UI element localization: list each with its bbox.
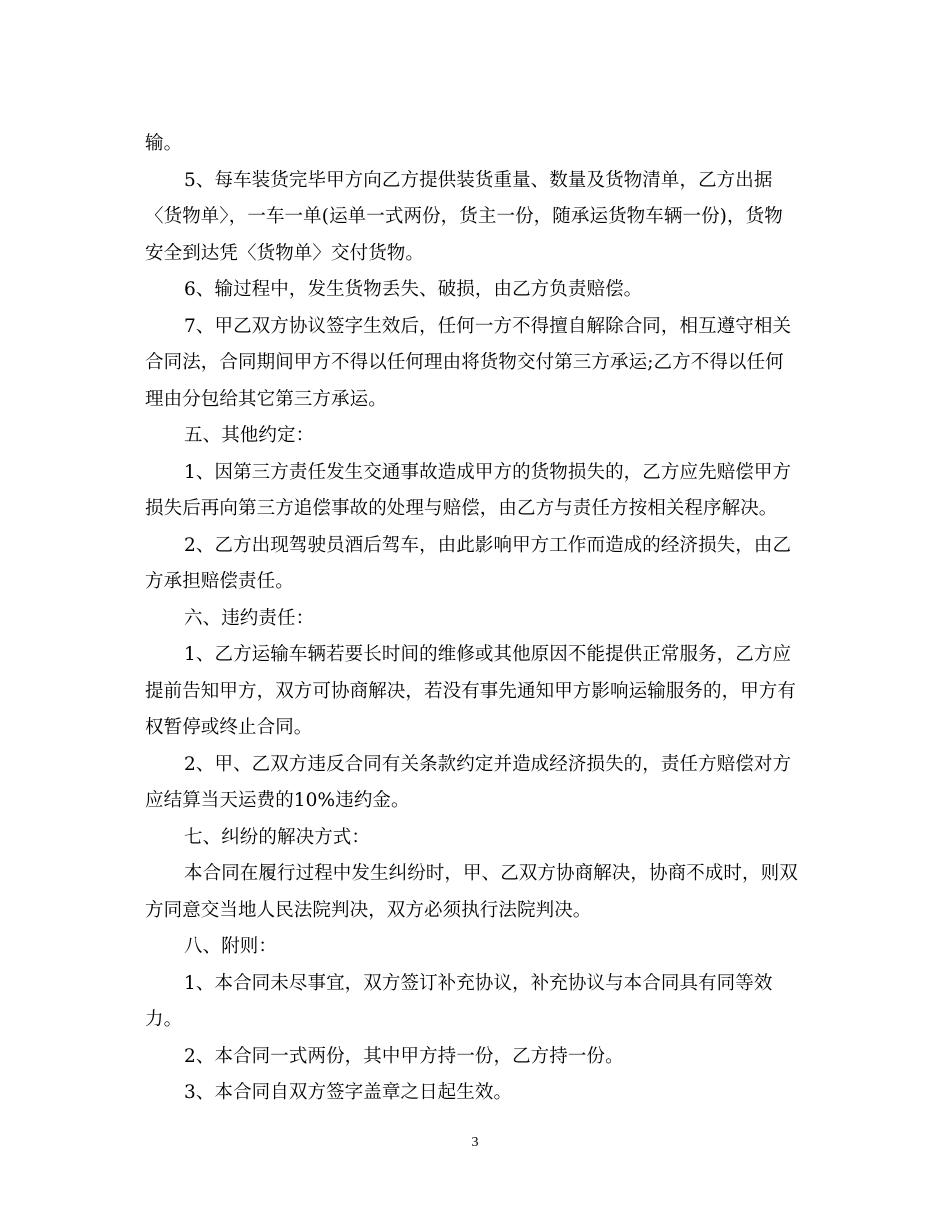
- text-line: 方同意交当地人民法院判决，双方必须执行法院判决。: [145, 899, 592, 921]
- text-line: 2、甲、乙双方违反合同有关条款约定并造成经济损失的，责任方赔偿对方: [184, 753, 792, 775]
- text-line: 损失后再向第三方追偿事故的处理与赔偿，由乙方与责任方按相关程序解决。: [145, 498, 778, 519]
- text-line: 3、本合同自双方签字盖章之日起生效。: [184, 1082, 513, 1103]
- section-heading: 八、附则：: [184, 936, 278, 957]
- text-line: 提前告知甲方，双方可协商解决，若没有事先通知甲方影响运输服务的，甲方有: [145, 680, 797, 702]
- text-line: 力。: [145, 1009, 183, 1030]
- text-line: 权暂停或终止合同。: [145, 717, 313, 738]
- text-line: 2、本合同一式两份，其中甲方持一份，乙方持一份。: [184, 1045, 624, 1067]
- text-line: 合同法，合同期间甲方不得以任何理由将货物交付第三方承运;乙方不得以任何: [145, 352, 784, 373]
- text-line: 1、乙方运输车辆若要长时间的维修或其他原因不能提供正常服务，乙方应: [184, 644, 792, 665]
- text-line: 本合同在履行过程中发生纠纷时，甲、乙双方协商解决，协商不成时，则双: [184, 863, 798, 884]
- section-heading: 七、纠纷的解决方式：: [184, 826, 371, 848]
- section-heading: 五、其他约定：: [184, 425, 315, 446]
- text-line: 应结算当天运费的10%违约金。: [145, 790, 410, 811]
- section-heading: 六、违约责任：: [184, 607, 315, 629]
- text-line: 5、每车装货完毕甲方向乙方提供装货重量、数量及货物清单，乙方出据: [184, 169, 773, 191]
- page-number: 3: [471, 1135, 479, 1150]
- document-body: [145, 126, 810, 1112]
- text-line: 1、本合同未尽事宜，双方签订补充协议，补充协议与本合同具有同等效: [184, 972, 773, 994]
- text-line: 2、乙方出现驾驶员酒后驾车，由此影响甲方工作而造成的经济损失，由乙: [184, 534, 792, 556]
- text-line: 输。: [145, 133, 183, 154]
- text-line: 理由分包给其它第三方承运。: [145, 388, 387, 410]
- text-line: 6、输过程中，发生货物丢失、破损，由乙方负责赔偿。: [184, 279, 643, 300]
- text-line: 方承担赔偿责任。: [145, 571, 294, 592]
- text-line: 〈货物单〉，一车一单(运单一式两份，货主一份，随承运货物车辆一份)，货物: [145, 206, 783, 227]
- text-line: 1、因第三方责任发生交通事故造成甲方的货物损失的，乙方应先赔偿甲方: [184, 461, 792, 483]
- text-line: 安全到达凭〈货物单〉交付货物。: [145, 242, 425, 264]
- text-line: 7、甲乙双方协议签字生效后，任何一方不得擅自解除合同，相互遵守相关: [184, 315, 792, 337]
